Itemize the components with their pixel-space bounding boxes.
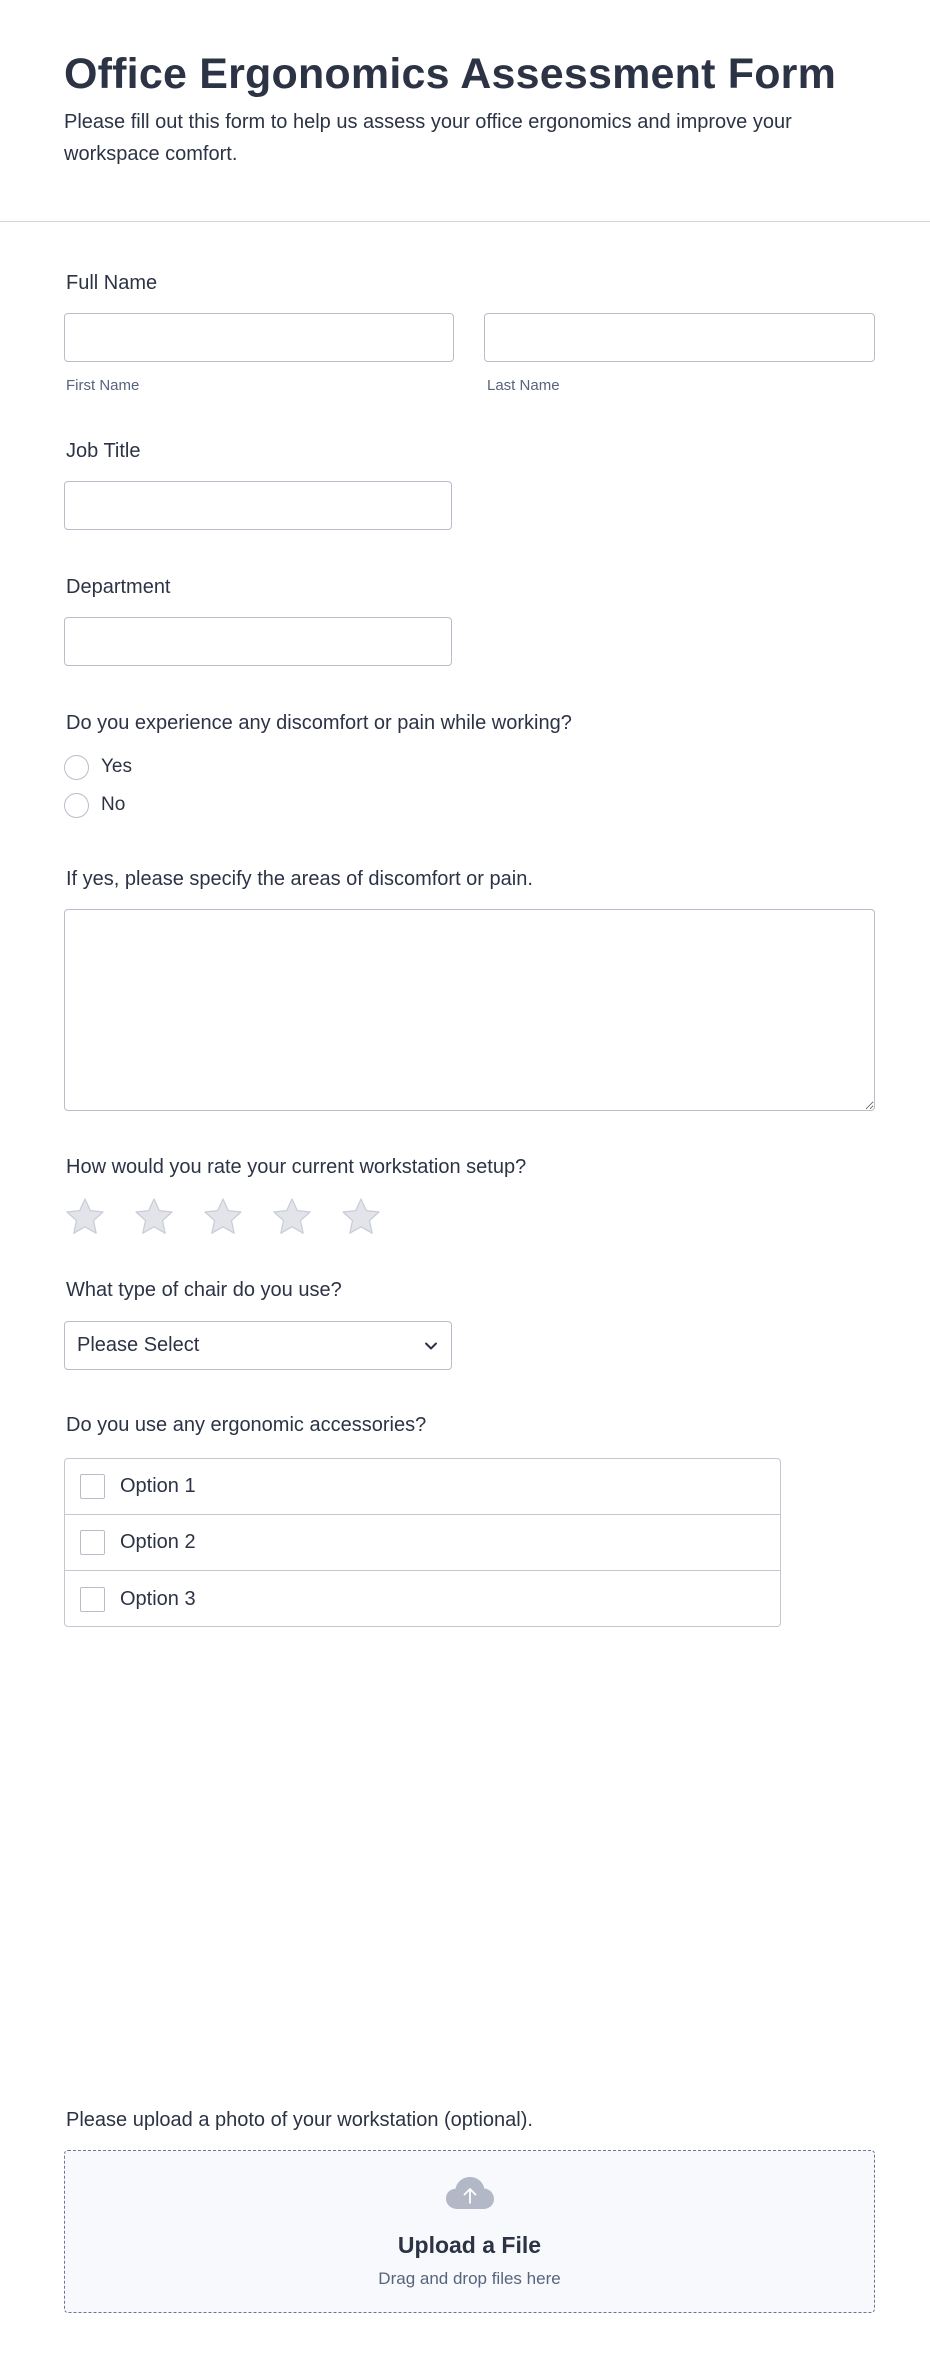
checkbox-label: Option 3: [120, 1587, 196, 1610]
star-icon[interactable]: [202, 1196, 244, 1238]
last-name-sublabel: Last Name: [487, 377, 560, 394]
job-title-label: Job Title: [66, 440, 141, 462]
discomfort-areas-label: If yes, please specify the areas of discomfort or pain.: [66, 868, 533, 890]
chevron-down-icon: [423, 1338, 439, 1354]
form-header: [0, 0, 930, 222]
form-title: Office Ergonomics Assessment Form: [64, 50, 837, 98]
radio-label: Yes: [101, 756, 132, 777]
checkbox-option-2[interactable]: [65, 1515, 780, 1571]
rating-label: How would you rate your current workstation setup?: [66, 1156, 527, 1178]
chair-select-value: Please Select: [77, 1334, 200, 1356]
discomfort-areas-textarea[interactable]: [64, 909, 875, 1111]
star-rating[interactable]: [64, 1196, 409, 1238]
job-title-input[interactable]: [64, 481, 452, 530]
star-icon[interactable]: [271, 1196, 313, 1238]
checkbox-option-3[interactable]: [65, 1571, 780, 1627]
checkbox[interactable]: [80, 1587, 105, 1612]
checkbox-option-1[interactable]: [65, 1459, 780, 1515]
first-name-input[interactable]: [64, 313, 454, 362]
cloud-upload-icon: [445, 2175, 495, 2211]
radio-label: No: [101, 794, 126, 815]
department-input[interactable]: [64, 617, 452, 666]
radio-option-yes[interactable]: [64, 754, 132, 780]
star-icon[interactable]: [133, 1196, 175, 1238]
upload-label: Please upload a photo of your workstation (optional).: [66, 2109, 533, 2131]
discomfort-label: Do you experience any discomfort or pain while working?: [66, 712, 572, 734]
last-name-input[interactable]: [484, 313, 875, 362]
form-subtitle: Please fill out this form to help us assess your office ergonomics and improve your workspace comfort.: [64, 111, 792, 165]
radio-option-no[interactable]: [64, 792, 125, 818]
star-icon[interactable]: [64, 1196, 106, 1238]
accessories-label: Do you use any ergonomic accessories?: [66, 1414, 427, 1436]
accessories-checklist: [64, 1458, 781, 1627]
chair-select[interactable]: [64, 1321, 452, 1370]
checkbox-label: Option 2: [120, 1531, 196, 1553]
upload-title: Upload a File: [397, 2232, 542, 2258]
full-name-label: Full Name: [66, 272, 158, 294]
file-upload-dropzone[interactable]: [64, 2150, 875, 2313]
checkbox-label: Option 1: [120, 1475, 196, 1497]
checkbox[interactable]: [80, 1530, 105, 1555]
first-name-sublabel: First Name: [66, 377, 140, 394]
radio-button[interactable]: [64, 755, 89, 780]
chair-label: What type of chair do you use?: [66, 1279, 342, 1301]
upload-subtitle: Drag and drop files here: [378, 2269, 561, 2288]
star-icon[interactable]: [340, 1196, 382, 1238]
department-label: Department: [66, 576, 171, 598]
radio-button[interactable]: [64, 793, 89, 818]
checkbox[interactable]: [80, 1474, 105, 1499]
